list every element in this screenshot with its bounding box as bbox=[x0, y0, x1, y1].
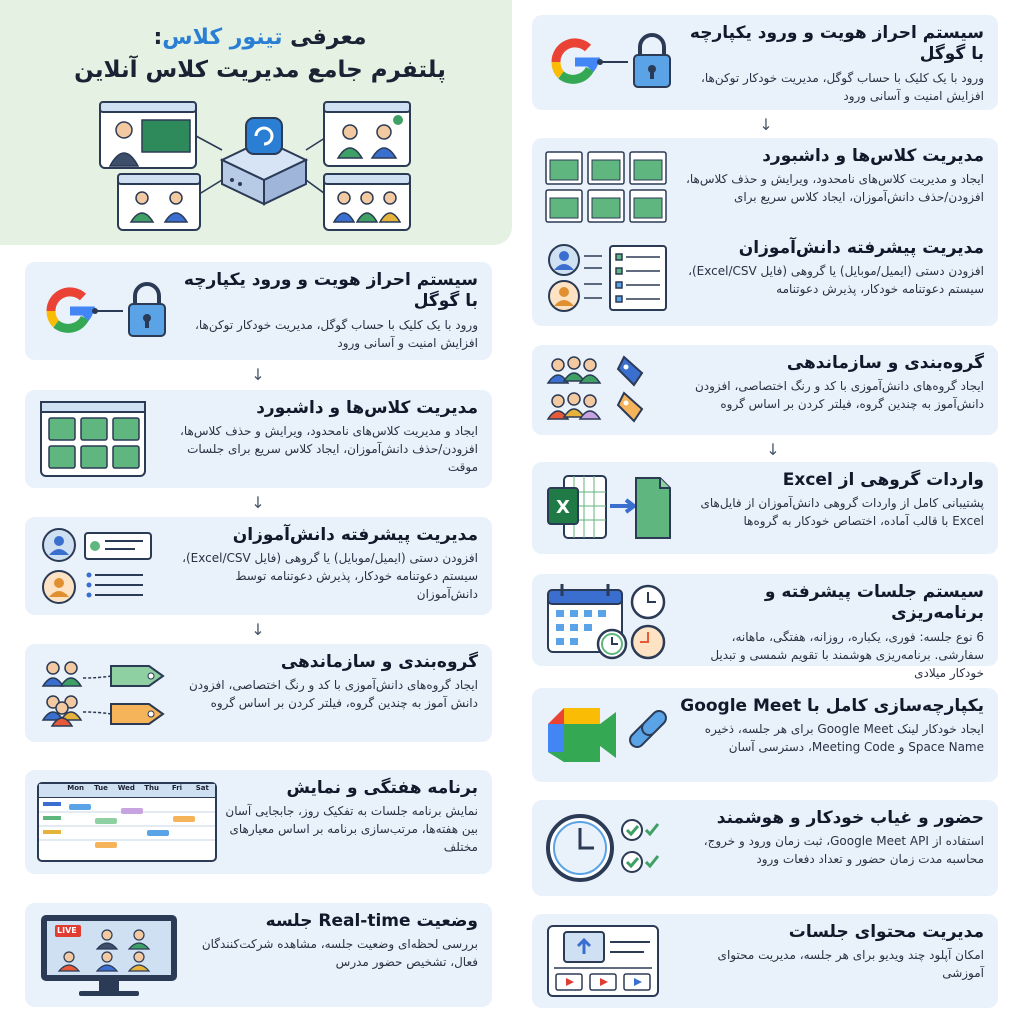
card-classes-left bbox=[25, 390, 492, 488]
card-title: مدیریت پیشرفته دانش‌آموزان bbox=[232, 525, 478, 545]
card-excel-right bbox=[532, 462, 998, 554]
card-title: سیستم احراز هویت و ورود یکپارچه با گوگل bbox=[183, 270, 478, 312]
group-tags-icon bbox=[544, 353, 664, 427]
card-title: حضور و غیاب خودکار و هوشمند bbox=[716, 808, 984, 828]
server-icon bbox=[222, 118, 306, 204]
card-content-right bbox=[532, 914, 998, 1008]
hero-panel bbox=[0, 0, 512, 245]
page-subtitle: پلتفرم جامع مدیریت کلاس آنلاین bbox=[74, 56, 446, 83]
flow-arrow: ↓ bbox=[766, 440, 780, 459]
card-title: مدیریت کلاس‌ها و داشبورد bbox=[762, 146, 984, 166]
day-header: Sat bbox=[195, 784, 209, 792]
group-window-icon bbox=[118, 174, 200, 230]
card-groups-left bbox=[25, 644, 492, 742]
dashboard-grid-icon bbox=[39, 400, 149, 478]
card-title: سیستم احراز هویت و ورود یکپارچه با گوگل bbox=[689, 23, 984, 65]
day-header: Mon bbox=[67, 784, 85, 792]
card-realtime-left bbox=[25, 903, 492, 1007]
svg-text:X: X bbox=[556, 497, 570, 518]
card-description: استفاده از Google Meet API، ثبت زمان ورود و خروج، محاسبه مدت زمان حضور و تعداد دفعات ورود bbox=[703, 834, 984, 867]
google-lock-icon bbox=[544, 31, 684, 93]
card-description: بررسی لحظه‌ای وضعیت جلسه، مشاهده شرکت‌کنندگان فعال، تشخیص حضور مدرس bbox=[201, 937, 478, 970]
brand-name: تینور کلاس bbox=[162, 25, 283, 50]
card-description: ایجاد و مدیریت کلاس‌های نامحدود، ویرایش و حذف کلاس‌ها، افزودن/حذف دانش‌آموزان، ایجاد کلاس سریع برای bbox=[686, 172, 984, 205]
card-title: مدیریت پیشرفته دانش‌آموزان bbox=[738, 238, 984, 258]
card-description: نمایش برنامه جلسات به تفکیک روز، جابجایی آسان بین هفته‌ها، مرتب‌سازی برنامه بر اساس معیارهای مختلف bbox=[225, 804, 478, 855]
card-title: گروه‌بندی و سازماندهی bbox=[786, 353, 984, 373]
teacher-window-icon bbox=[100, 102, 196, 168]
card-title: سیستم جلسات پیشرفته و برنامه‌ریزی bbox=[764, 582, 984, 624]
students-window-icon bbox=[324, 102, 410, 166]
card-title: برنامه هفتگی و نمایش bbox=[286, 778, 478, 798]
video-upload-icon bbox=[544, 922, 674, 1002]
card-description: ایجاد و مدیریت کلاس‌های نامحدود، ویرایش و حذف کلاس‌ها، افزودن/حذف دانش‌آموزان، ایجاد کلاس سریع برای جلسات موقت bbox=[180, 424, 478, 475]
card-auth-left bbox=[25, 262, 492, 360]
flow-arrow: ↓ bbox=[251, 365, 265, 384]
title-colon: : bbox=[153, 25, 163, 50]
card-attendance-right bbox=[532, 800, 998, 896]
card-description: افزودن دستی (ایمیل/موبایل) یا گروهی (فایل Excel/CSV)، سیستم دعوتنامه خودکار، پذیرش دعوتنامه bbox=[688, 264, 984, 297]
class-window-icon bbox=[324, 174, 410, 230]
excel-import-icon bbox=[544, 472, 674, 544]
card-description: ایجاد گروه‌های دانش‌آموزی با کد و رنگ اختصاصی، افزودن دانش آموز به چندین گروه، فیلتر کردن بر اساس گروه bbox=[188, 678, 478, 711]
card-sessions-right bbox=[532, 574, 998, 680]
card-description: 6 نوع جلسه: فوری، یکباره، روزانه، هفتگی، ماهانه، سفارشی. برنامه‌ریزی هوشمند با تقویم شمسی و تبدیل خودکار میلادی bbox=[710, 629, 984, 680]
card-description: ایجاد گروه‌های دانش‌آموزی با کد و رنگ اختصاصی، افزودن دانش‌آموز به چندین گروه، فیلتر کردن بر اساس گروه bbox=[694, 379, 984, 412]
card-title: واردات گروهی از Excel bbox=[782, 470, 984, 490]
attendance-clock-icon bbox=[544, 810, 670, 886]
flow-arrow: ↓ bbox=[251, 493, 265, 512]
card-classes-students-right bbox=[532, 138, 998, 326]
flow-arrow: ↓ bbox=[759, 115, 773, 134]
calendar-clock-icon bbox=[544, 580, 670, 662]
card-description: افزودن دستی (ایمیل/موبایل) یا گروهی (فایل Excel/CSV)، سیستم دعوتنامه خودکار، پذیرش دعوتنامه توسط دانش‌آموزان bbox=[182, 551, 478, 602]
live-badge: LIVE bbox=[57, 926, 77, 935]
card-title: مدیریت محتوای جلسات bbox=[788, 922, 984, 942]
card-students-left bbox=[25, 517, 492, 615]
card-title: یکپارچه‌سازی کامل با Google Meet bbox=[680, 696, 984, 716]
group-tags-icon bbox=[39, 656, 169, 730]
card-meet-right bbox=[532, 688, 998, 782]
card-title: گروه‌بندی و سازماندهی bbox=[280, 652, 478, 672]
google-lock-icon bbox=[39, 280, 179, 342]
card-description: ورود با یک کلیک با حساب گوگل، مدیریت خودکار توکن‌ها، افزایش امنیت و آسانی ورود bbox=[194, 317, 478, 350]
day-header: Thu bbox=[144, 784, 160, 792]
student-list-icon bbox=[39, 527, 159, 607]
platform-illustration bbox=[0, 0, 512, 245]
card-description: امکان آپلود چند ویدیو برای هر جلسه، مدیریت محتوای آموزشی bbox=[717, 948, 984, 981]
card-title: مدیریت کلاس‌ها و داشبورد bbox=[256, 398, 478, 418]
card-description: ورود با یک کلیک با حساب گوگل، مدیریت خودکار توکن‌ها، افزایش امنیت و آسانی ورود bbox=[700, 70, 984, 103]
title-prefix: معرفی bbox=[290, 25, 367, 50]
weekly-calendar-icon bbox=[37, 782, 217, 862]
student-list-icon bbox=[544, 244, 670, 314]
card-weekly-left bbox=[25, 770, 492, 874]
card-title: وضعیت Real-time جلسه bbox=[265, 911, 478, 931]
google-meet-link-icon bbox=[544, 700, 674, 770]
card-auth-right bbox=[532, 15, 998, 110]
live-monitor-icon bbox=[39, 913, 179, 999]
card-groups-right bbox=[532, 345, 998, 435]
card-description: ایجاد خودکار لینک Google Meet برای هر جلسه، ذخیره Space Name و Meeting Code، دسترسی آسان bbox=[704, 722, 984, 755]
day-header: Tue bbox=[94, 784, 108, 792]
flow-arrow: ↓ bbox=[251, 620, 265, 639]
class-grid-icon bbox=[544, 150, 670, 226]
card-description: پشتیبانی کامل از واردات گروهی دانش‌آموزان از فایل‌های Excel با قالب آماده، اختصاص خودکار به گروه‌ها bbox=[700, 496, 984, 529]
day-header: Wed bbox=[117, 784, 135, 792]
day-header: Fri bbox=[171, 784, 183, 792]
